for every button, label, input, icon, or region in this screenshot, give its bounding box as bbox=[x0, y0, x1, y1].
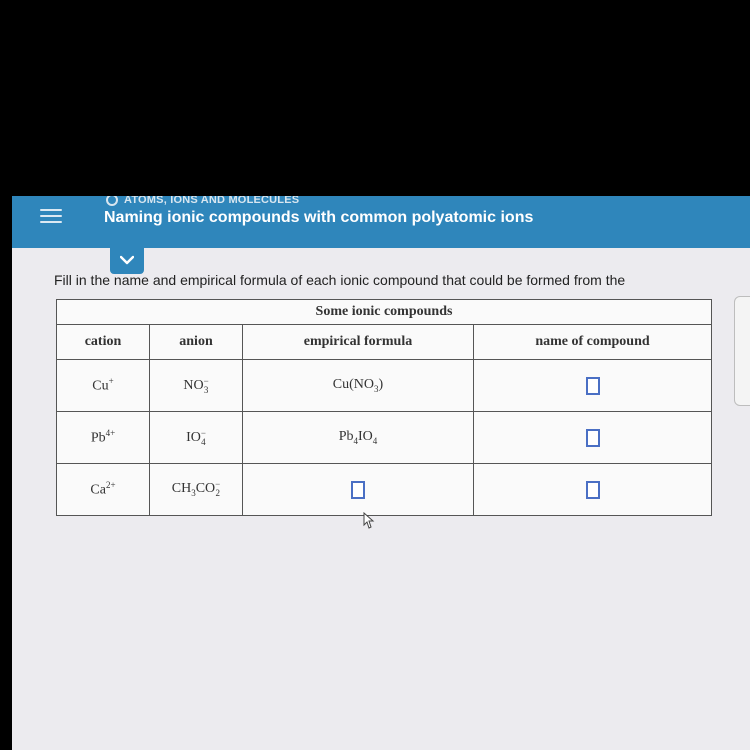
anion-cell bbox=[150, 360, 243, 412]
empirical-formula-input[interactable] bbox=[351, 481, 365, 499]
formula-part: ) bbox=[378, 377, 384, 393]
anion-symbol: IO bbox=[186, 429, 201, 445]
mouse-cursor-icon bbox=[360, 512, 376, 530]
table-row bbox=[57, 464, 712, 516]
header-bar bbox=[12, 196, 750, 248]
ionic-compounds-table bbox=[56, 299, 712, 516]
anion-charge: − bbox=[215, 479, 221, 490]
column-header-formula: empirical formula bbox=[243, 325, 474, 360]
chevron-down-icon bbox=[120, 255, 134, 265]
formula-part: Cu(NO bbox=[332, 377, 375, 393]
page-title: Naming ionic compounds with common polyatomic ions bbox=[104, 209, 534, 226]
cation-symbol: Pb bbox=[90, 430, 106, 446]
anion-subscript: 4 bbox=[201, 436, 206, 447]
cation-charge: 2+ bbox=[105, 480, 116, 491]
formula-text bbox=[333, 377, 383, 392]
column-header-name: name of compound bbox=[474, 325, 712, 360]
breadcrumb bbox=[106, 196, 299, 207]
anion-charge: − bbox=[200, 427, 206, 438]
table-row bbox=[57, 360, 712, 412]
instruction-text: Fill in the name and empirical formula of each ionic compound that could be formed from the bbox=[54, 272, 626, 288]
table-caption: Some ionic compounds bbox=[57, 300, 712, 325]
anion-subscript: 3 bbox=[203, 384, 209, 395]
formula-subscript: 3 bbox=[374, 383, 379, 394]
app-screen bbox=[12, 196, 750, 750]
formula-part: Pb bbox=[338, 429, 354, 445]
compound-name-input[interactable] bbox=[586, 377, 600, 395]
compound-name-input[interactable] bbox=[586, 481, 600, 499]
cation-cell bbox=[57, 464, 150, 516]
column-header-anion: anion bbox=[150, 325, 243, 360]
name-cell bbox=[474, 464, 712, 516]
cation-symbol: Ca bbox=[90, 482, 106, 498]
formula-cell bbox=[243, 464, 474, 516]
cation-charge: 4+ bbox=[105, 428, 116, 439]
formula-cell bbox=[243, 412, 474, 464]
anion-cell bbox=[150, 464, 243, 516]
anion-symbol: NO bbox=[183, 377, 204, 393]
anion-subscript: 2 bbox=[215, 488, 220, 499]
name-cell bbox=[474, 412, 712, 464]
cation-cell bbox=[57, 360, 150, 412]
anion-symbol-part: CO bbox=[195, 481, 216, 497]
table-row bbox=[57, 412, 712, 464]
cation-cell bbox=[57, 412, 150, 464]
collapse-button[interactable] bbox=[110, 248, 144, 274]
formula-subscript: 4 bbox=[372, 435, 378, 446]
topic-dot-icon bbox=[106, 196, 118, 206]
name-cell bbox=[474, 360, 712, 412]
menu-icon[interactable] bbox=[40, 206, 62, 226]
formula-text bbox=[339, 429, 378, 444]
cation-symbol: Cu bbox=[92, 378, 109, 394]
anion-subscript: 3 bbox=[191, 488, 196, 499]
column-header-cation: cation bbox=[57, 325, 150, 360]
formula-subscript: 4 bbox=[353, 435, 358, 446]
compound-name-input[interactable] bbox=[586, 429, 600, 447]
anion-symbol: CH bbox=[171, 481, 192, 497]
breadcrumb-label: ATOMS, IONS AND MOLECULES bbox=[124, 196, 300, 206]
anion-cell bbox=[150, 412, 243, 464]
formula-cell bbox=[243, 360, 474, 412]
formula-part: IO bbox=[358, 429, 373, 445]
side-panel[interactable] bbox=[734, 296, 750, 406]
anion-charge: − bbox=[203, 375, 209, 386]
cation-charge: + bbox=[108, 376, 114, 387]
